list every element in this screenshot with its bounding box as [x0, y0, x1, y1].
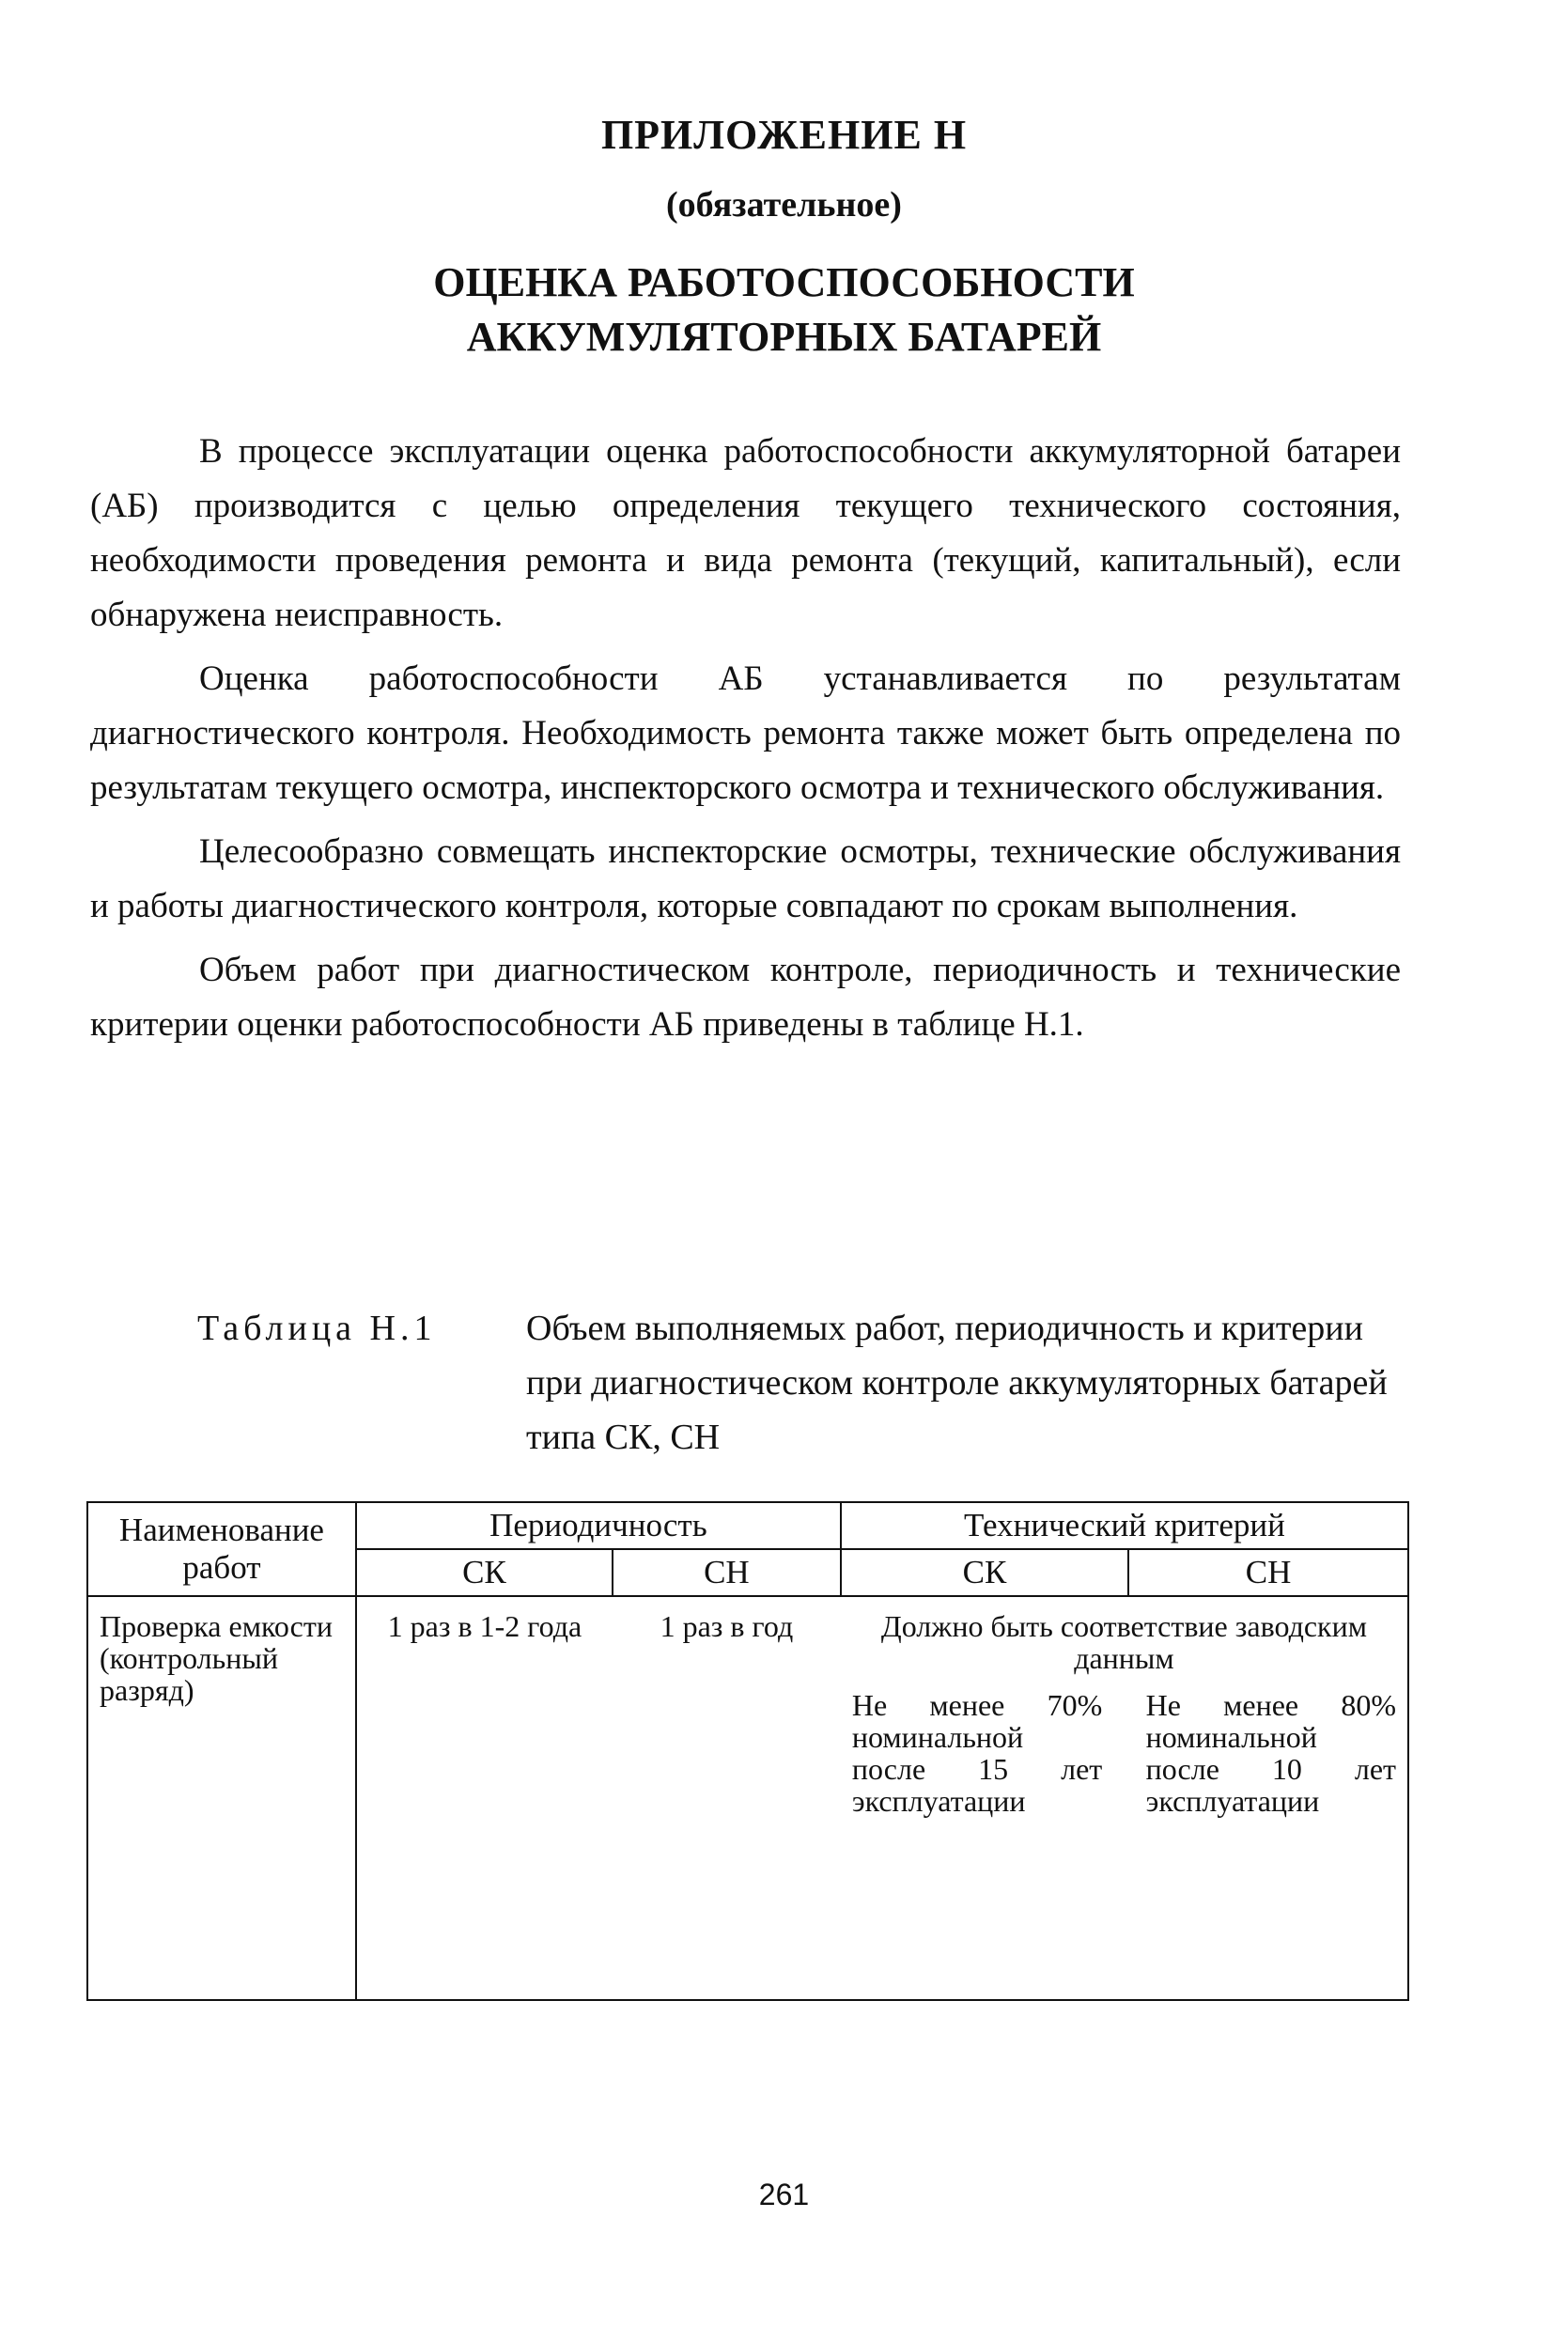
table-caption-label: Таблица Н.1 — [197, 1309, 437, 1348]
criterion-ck: Не менее 70% номинальной после 15 лет эксплуатации — [851, 1688, 1103, 1818]
header-criterion-ck: СК — [841, 1549, 1128, 1596]
main-title-line-1: ОЦЕНКА РАБОТОСПОСОБНОСТИ — [433, 259, 1135, 305]
paragraph-1: В процессе эксплуатации оценка работоспособности аккумуляторной батареи (АБ) производится с целью определения текущего технического состояния, необходимости проведения ремонта и вида ремонта (текущий, капитальный), если обнаружена неисправность. — [90, 432, 1401, 634]
criteria-split — [852, 1689, 1396, 1817]
cell-criterion — [841, 1596, 1408, 2000]
appendix-note: (обязательное) — [666, 185, 902, 225]
header-periodicity: Периодичность — [356, 1502, 841, 1549]
specification-table — [86, 1501, 1409, 2001]
criterion-cn: Не менее 80% номинальной после 10 лет эксплуатации — [1145, 1688, 1396, 1818]
cell-period-cn: 1 раз в год — [613, 1596, 841, 2000]
criterion-common: Должно быть соответствие заводским данным — [880, 1609, 1367, 1675]
paragraph-3: Целесообразно совмещать инспекторские осмотры, технические обслуживания и работы диагностического контроля, которые совпадают по срокам выполнения. — [90, 832, 1401, 925]
table-caption-text: Объем выполняемых работ, периодичность и критерии при диагностическом контроле аккумуляторных батарей типа СК, СН — [526, 1309, 1388, 1457]
appendix-title: ПРИЛОЖЕНИЕ Н — [600, 112, 968, 158]
paragraph-2: Оценка работоспособности АБ устанавливается по результатам диагностического контроля. Необходимость ремонта также может быть определена по результатам текущего осмотра, инспекторского осмотра и технического обслуживания. — [90, 659, 1401, 807]
page-number: 261 — [758, 2178, 810, 2211]
cell-period-ck: 1 раз в 1-2 года — [356, 1596, 613, 2000]
header-technical-criterion: Технический критерий — [841, 1502, 1408, 1549]
main-title — [0, 256, 1568, 364]
table-row — [87, 1596, 1408, 2000]
main-title-line-2: АККУМУЛЯТОРНЫХ БАТАРЕЙ — [466, 314, 1102, 360]
paragraph-4: Объем работ при диагностическом контроле, периодичность и технические критерии оценки работоспособности АБ приведены в таблице Н.1. — [90, 951, 1401, 1044]
header-period-cn: СН — [613, 1549, 841, 1596]
table-header-row — [87, 1502, 1408, 1549]
cell-work-name: Проверка емкости (контрольный разряд) — [87, 1596, 356, 2000]
header-work-name: Наименование работ — [87, 1502, 356, 1596]
header-criterion-cn: СН — [1128, 1549, 1408, 1596]
body-text — [90, 425, 1401, 1052]
header-period-ck: СК — [356, 1549, 613, 1596]
